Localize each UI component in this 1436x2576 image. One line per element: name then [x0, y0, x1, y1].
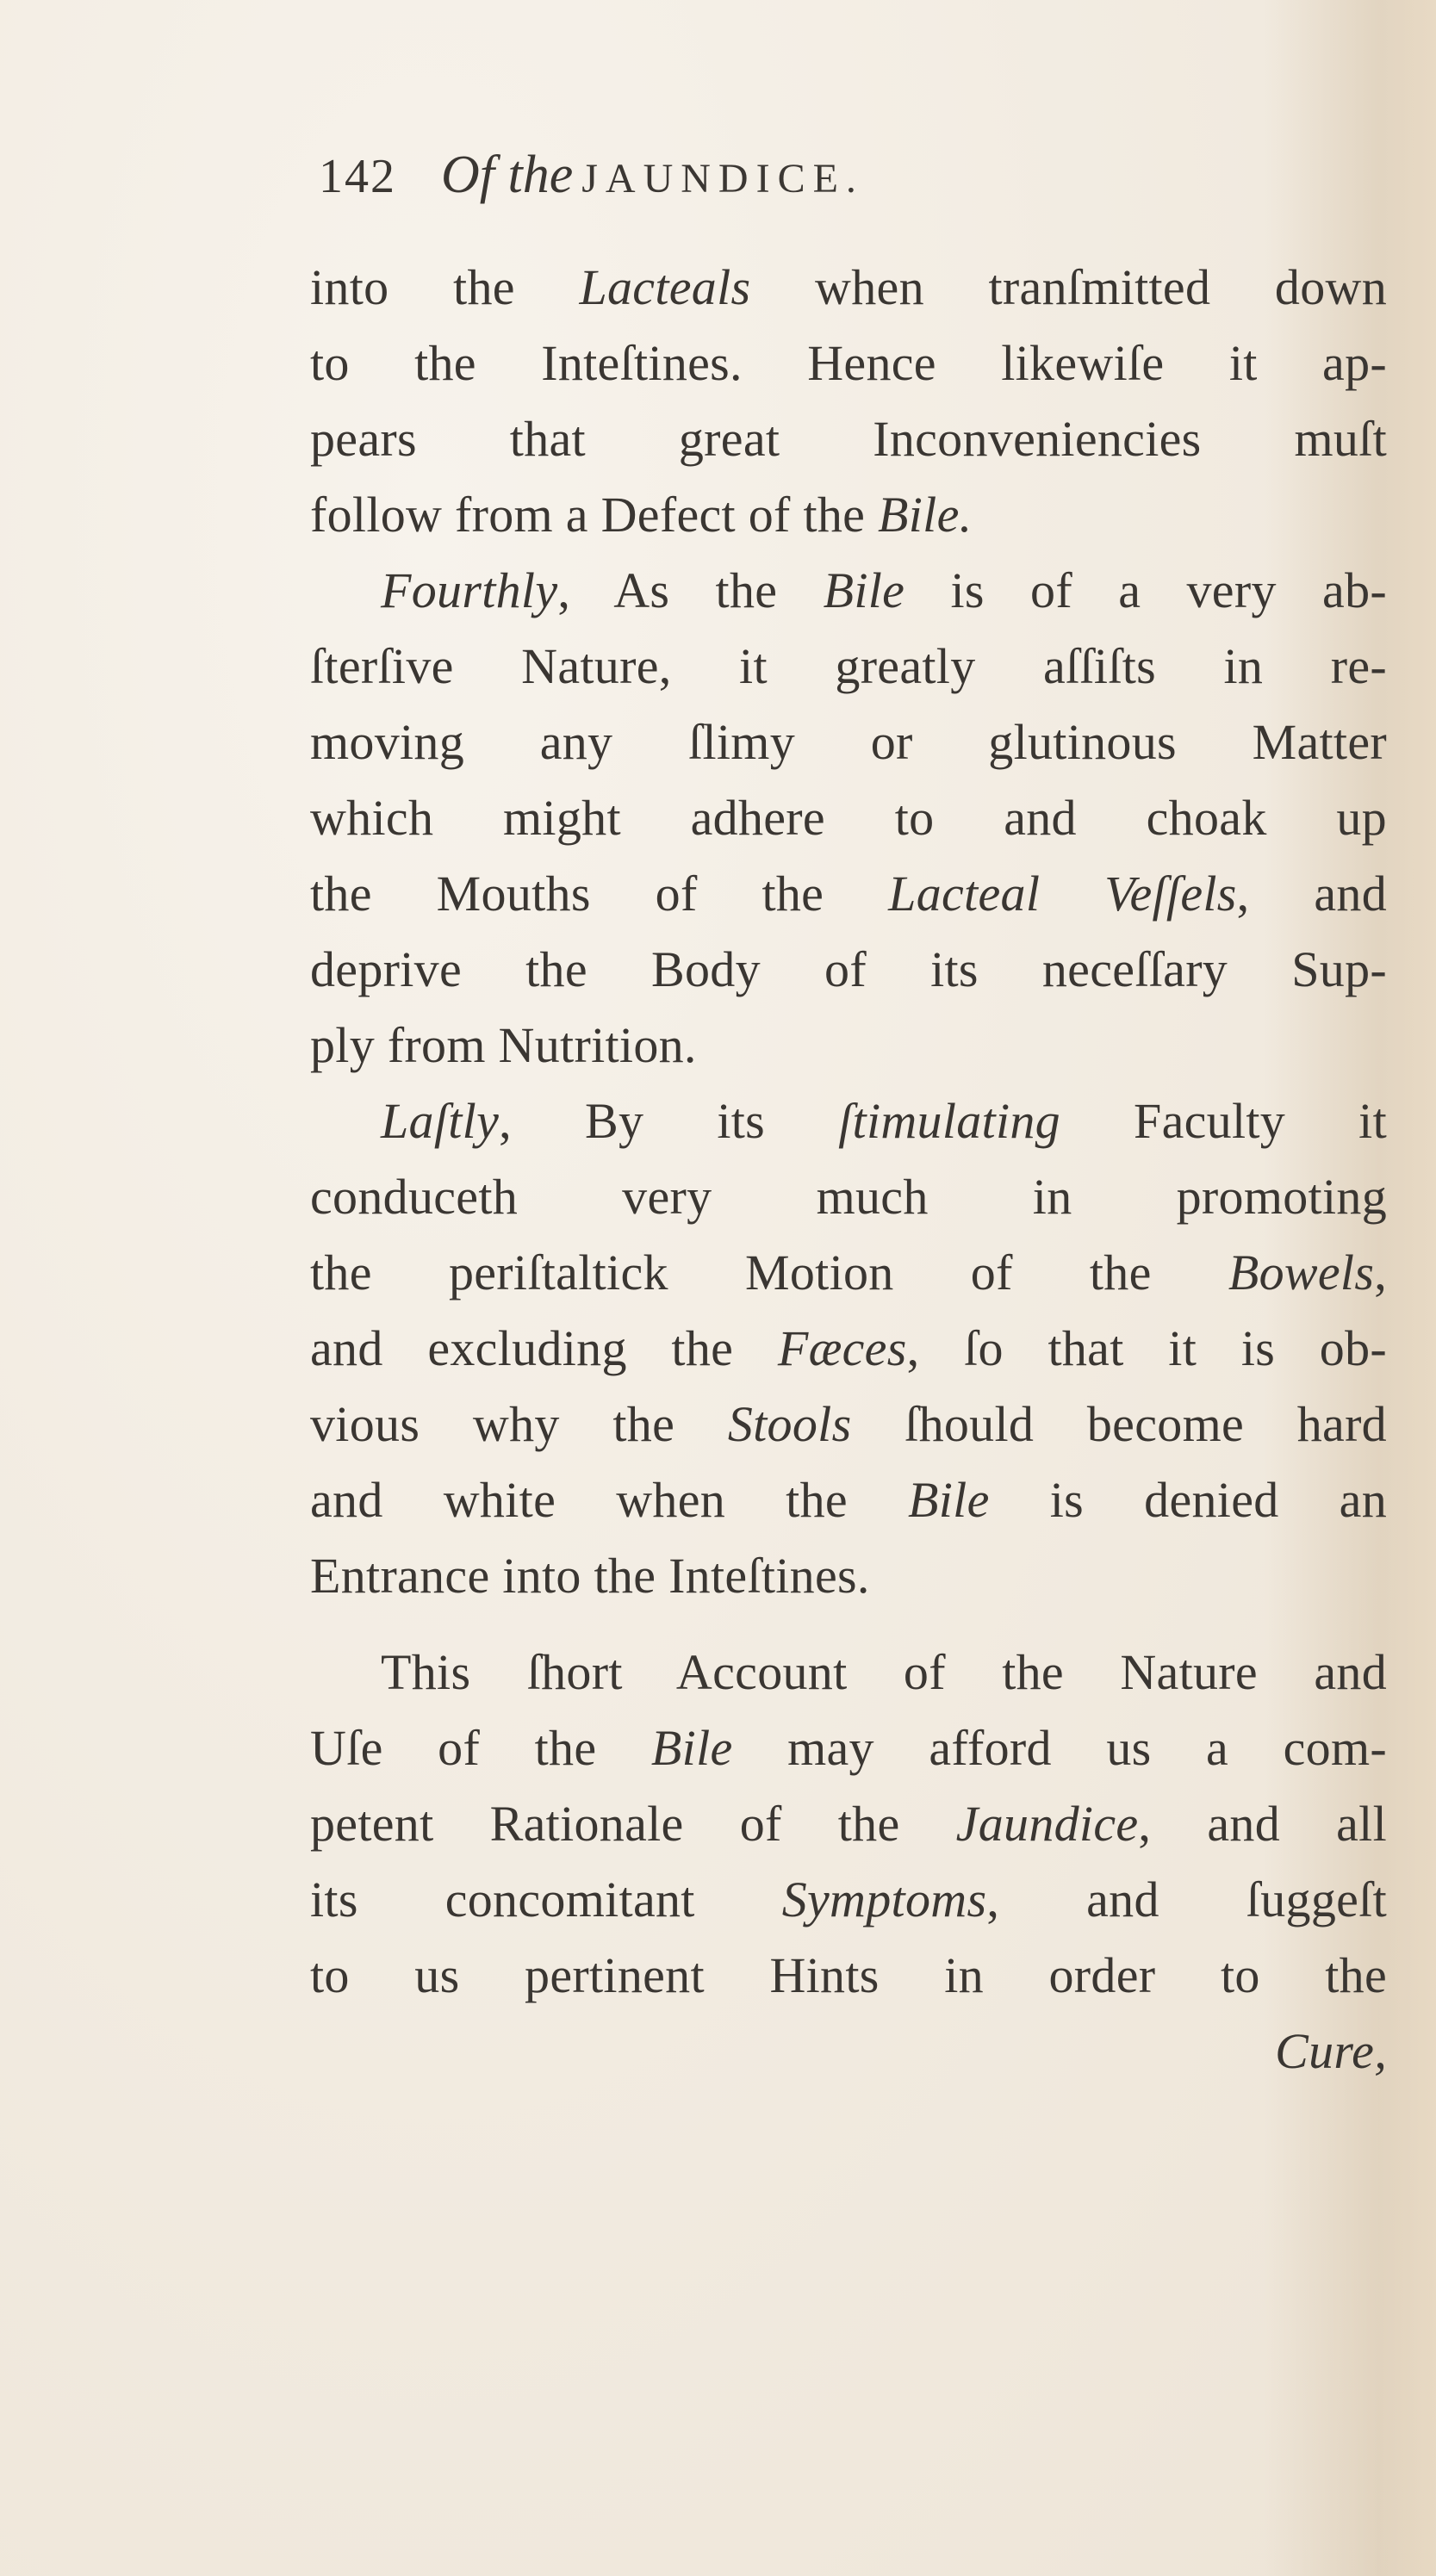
text-span: is denied an: [989, 1472, 1387, 1528]
text-span: , ſo that it is ob-: [906, 1320, 1388, 1376]
text-span: follow from a Defect of the: [310, 487, 879, 543]
text-span: when tranſmitted down: [750, 259, 1387, 315]
text-span: and excluding the: [310, 1320, 778, 1376]
italic-text: Jaundice: [955, 1796, 1139, 1852]
text-span: ,: [1374, 1245, 1387, 1300]
italic-text: ſtimulating: [838, 1093, 1060, 1149]
text-span: ſterſive Nature, it greatly aſſiſts in re-: [310, 638, 1387, 694]
text-line: [310, 1387, 1387, 1462]
text-span: may afford us a com-: [732, 1720, 1387, 1776]
italic-text: Bile: [823, 562, 905, 618]
text-span: to the Inteſtines. Hence likewiſe it ap-: [310, 335, 1387, 391]
text-span: , and ſuggeſt: [986, 1871, 1387, 1927]
italic-text: Bile.: [878, 487, 973, 543]
text-span: pears that great Inconveniencies muſt: [310, 411, 1387, 467]
italic-text: Fæces: [777, 1320, 907, 1376]
text-span: is of a very ab-: [904, 562, 1387, 618]
italic-text: Symptoms: [781, 1871, 987, 1927]
text-span: Uſe of the: [310, 1720, 651, 1776]
text-line: [310, 1083, 1387, 1159]
text-span: into the: [310, 259, 580, 315]
italic-text: Bowels: [1228, 1245, 1375, 1300]
text-span: the Mouths of the: [310, 866, 889, 922]
text-span: and white when the: [310, 1472, 909, 1528]
text-line: [310, 250, 1387, 326]
text-line: [310, 477, 1387, 553]
text-span: Faculty it: [1060, 1093, 1387, 1149]
page-header: [319, 145, 864, 222]
text-span: deprive the Body of its neceſſary Sup-: [310, 941, 1387, 997]
text-span: conduceth very much in promoting: [310, 1169, 1387, 1225]
text-span: , By its: [499, 1093, 839, 1149]
italic-text: Fourthly: [381, 562, 558, 618]
text-span: petent Rationale of the: [310, 1796, 956, 1852]
text-line: [310, 1862, 1387, 1938]
text-span: , and: [1236, 866, 1388, 922]
text-line: [310, 1938, 1387, 2014]
italic-text: Lacteal Veſſels: [888, 866, 1237, 922]
text-span: which might adhere to and choak up: [310, 790, 1387, 846]
running-head: [441, 145, 864, 206]
paragraph-gap: [310, 1614, 1387, 1635]
text-span: vious why the: [310, 1396, 728, 1452]
text-span: ſhould become hard: [851, 1396, 1387, 1452]
text-line: [310, 1311, 1387, 1387]
text-span: its concomitant: [310, 1871, 782, 1927]
text-line: [310, 326, 1387, 401]
text-line: [310, 1462, 1387, 1538]
catchword: Cure,: [1275, 2023, 1387, 2079]
text-span: Entrance into the Inteſtines.: [310, 1548, 870, 1604]
text-span: the periſtaltick Motion of the: [310, 1245, 1228, 1300]
text-line: [310, 1635, 1387, 1710]
text-line: [310, 1235, 1387, 1311]
running-head-prefix: Of the: [441, 146, 574, 204]
text-span: , and all: [1138, 1796, 1387, 1852]
body-text: [310, 250, 1387, 2089]
text-span: to us pertinent Hints in order to the: [310, 1947, 1387, 2003]
text-line: [310, 1008, 1387, 1083]
italic-text: Bile: [650, 1720, 733, 1776]
text-span: ply from Nutrition.: [310, 1017, 697, 1073]
italic-text: Lacteals: [579, 259, 751, 315]
italic-text: Laſtly: [381, 1093, 500, 1149]
text-span: moving any ſlimy or glutinous Matter: [310, 714, 1387, 770]
running-head-title: JAUNDICE.: [581, 156, 864, 202]
text-line: [310, 1538, 1387, 1614]
text-line: [310, 1710, 1387, 1786]
text-line: [310, 705, 1387, 780]
italic-text: Stools: [727, 1396, 852, 1452]
text-span: , As the: [557, 562, 824, 618]
text-line: [310, 629, 1387, 705]
text-line: [310, 553, 1387, 629]
text-span: This ſhort Account of the Nature and: [381, 1644, 1387, 1700]
text-line: [310, 932, 1387, 1008]
page-number: 142: [319, 150, 396, 203]
italic-text: Bile: [908, 1472, 990, 1528]
text-line: [310, 856, 1387, 932]
text-line: [310, 780, 1387, 856]
text-line: [310, 1786, 1387, 1862]
text-line: [310, 1159, 1387, 1235]
text-line: [310, 401, 1387, 477]
